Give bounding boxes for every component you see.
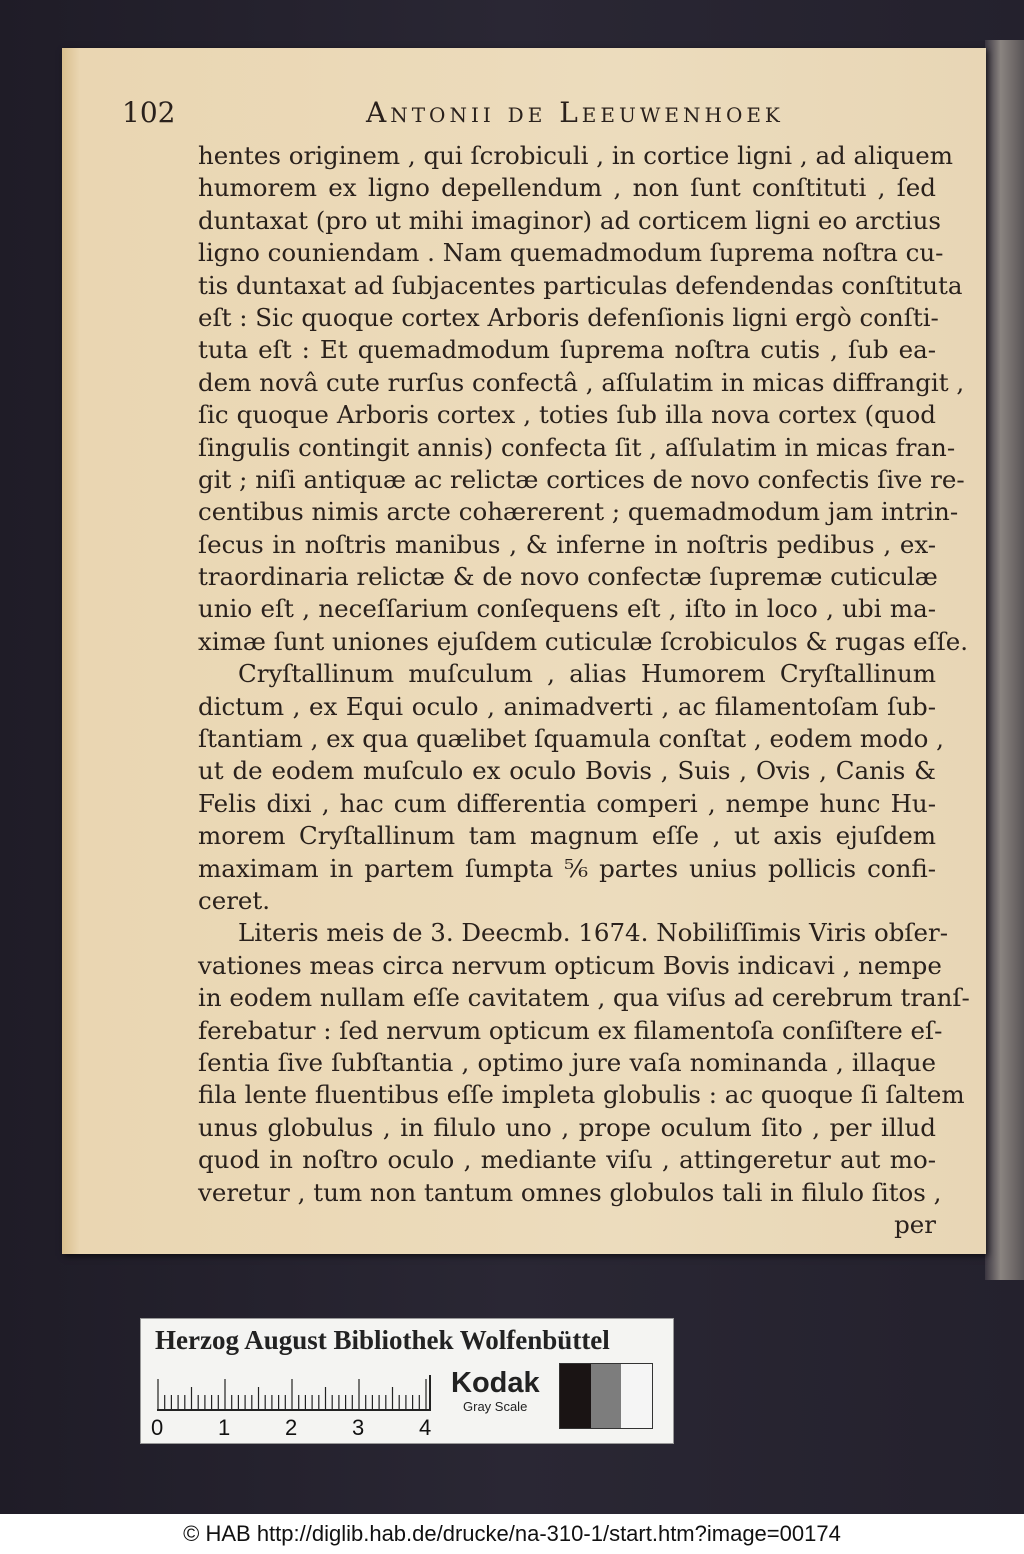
text-line: ut de eodem muſculo ex oculo Bovis , Suis , Ovis , Canis & [198,756,936,786]
text-line: ceret. [198,885,271,915]
ruler-number: 3 [352,1415,365,1440]
text-line: hentes originem , qui ſcrobiculi , in cortice ligni , ad aliquem [198,141,954,170]
text-line: ſecus in noſtris manibus , & inferne in noſtris pedibus , ex- [198,529,936,559]
book-edge [985,40,1024,1280]
text-line: git ; niſi antiquæ ac relictæ cortices de novo confectis ſive re- [198,464,965,494]
text-line: veretur , tum non tantum omnes globulos tali in filulo ſitos , [198,1177,942,1207]
ruler-number: 2 [285,1415,298,1440]
gray-swatch [560,1364,591,1428]
text-line: Cryſtallinum muſculum , alias Humorem Cryſtallinum [238,659,936,689]
text-line: ſtantiam , ex qua quælibet ſquamula conſtat , eodem modo , [198,724,944,754]
running-head: Antonii de Leeuwenhoek [366,96,784,129]
text-line: ligno couniendam . Nam quemadmodum ſuprema noſtra cu- [198,238,944,268]
text-line: unus globulus , in filulo uno , prope oculum ſito , per illud [198,1112,936,1142]
text-line: dictum , ex Equi oculo , animadverti , ac filamentoſam ſub- [198,691,936,721]
text-line: Felis dixi , hac cum differentia comperi , nempe hunc Hu- [198,788,936,818]
text-line: fila lente fluentibus eſſe impleta globulis : ac quoque ſi ſaltem [198,1080,965,1110]
text-line: morem Cryſtallinum tam magnum eſſe , ut axis ejuſdem [198,821,936,851]
body-text [198,140,970,1241]
text-line: tis duntaxat ad ſubjacentes particulas defendendas conſtituta [198,270,963,300]
text-line: eſt : Sic quoque cortex Arboris defenſionis ligni ergò conſti- [198,302,939,332]
text-line: ferebatur : ſed nervum opticum ex filamentoſa conſiſtere eſ- [198,1015,943,1045]
ruler-number: 4 [419,1415,432,1440]
page-header [122,96,952,136]
copyright-credit: © HAB http://diglib.hab.de/drucke/na-310-1/start.htm?image=00174 [183,1521,841,1546]
gray-scale-label: Gray Scale [463,1399,528,1414]
ruler-number: 1 [218,1415,231,1440]
text-line: Literis meis de 3. Deecmb. 1674. Nobiliſſimis Viris obſer- [238,918,948,948]
text-line: duntaxat (pro ut mihi imaginor) ad corticem ligni eo arctius [198,205,941,235]
text-line: dem novâ cute rurſus confectâ , aſſulatim in micas diffrangit , [198,367,965,397]
library-label-card [140,1318,674,1444]
ruler-number: 0 [151,1415,164,1440]
kodak-logo: Kodak [451,1367,540,1399]
text-line: ximæ ſunt uniones ejuſdem cuticulæ ſcrobiculos & rugas eſſe. [198,626,969,656]
page-number: 102 [122,96,176,129]
text-line: ſic quoque Arboris cortex , toties ſub illa nova cortex (quod [198,400,936,430]
ruler-labels [151,1415,441,1439]
gray-scale-swatches [559,1363,653,1429]
text-line: maximam in partem ſumpta ⁵⁄₆ partes unius pollicis confi- [198,853,936,883]
text-line: centibus nimis arcte cohærerent ; quemadmodum jam intrin- [198,497,959,527]
text-line: humorem ex ligno depellendum , non ſunt conſtituti , ſed [198,173,936,203]
text-line: vationes meas circa nervum opticum Bovis indicavi , nempe [198,950,942,980]
footer [0,1514,1024,1554]
ruler [157,1375,431,1411]
gray-swatch [621,1364,652,1428]
gray-swatch [591,1364,622,1428]
catchword: per [894,1209,936,1239]
text-line: ſingulis contingit annis) confecta ſit , aſſulatim in micas fran- [198,432,956,462]
text-line: in eodem nullam eſſe cavitatem , qua viſus ad cerebrum tranſ- [198,983,970,1013]
library-name: Herzog August Bibliothek Wolfenbüttel [155,1325,610,1355]
text-line: tuta eſt : Et quemadmodum ſuprema noſtra cutis , ſub ea- [198,335,936,365]
text-line: unio eſt , neceſſarium conſequens eſt , iſto in loco , ubi ma- [198,594,936,624]
text-line: quod in noſtro oculo , mediante viſu , attingeretur aut mo- [198,1145,936,1175]
text-line: traordinaria relictæ & de novo confectæ ſupremæ cuticulæ [198,562,938,592]
text-line: ſentia ſive ſubſtantia , optimo jure vaſa nominanda , illaque [198,1047,936,1077]
